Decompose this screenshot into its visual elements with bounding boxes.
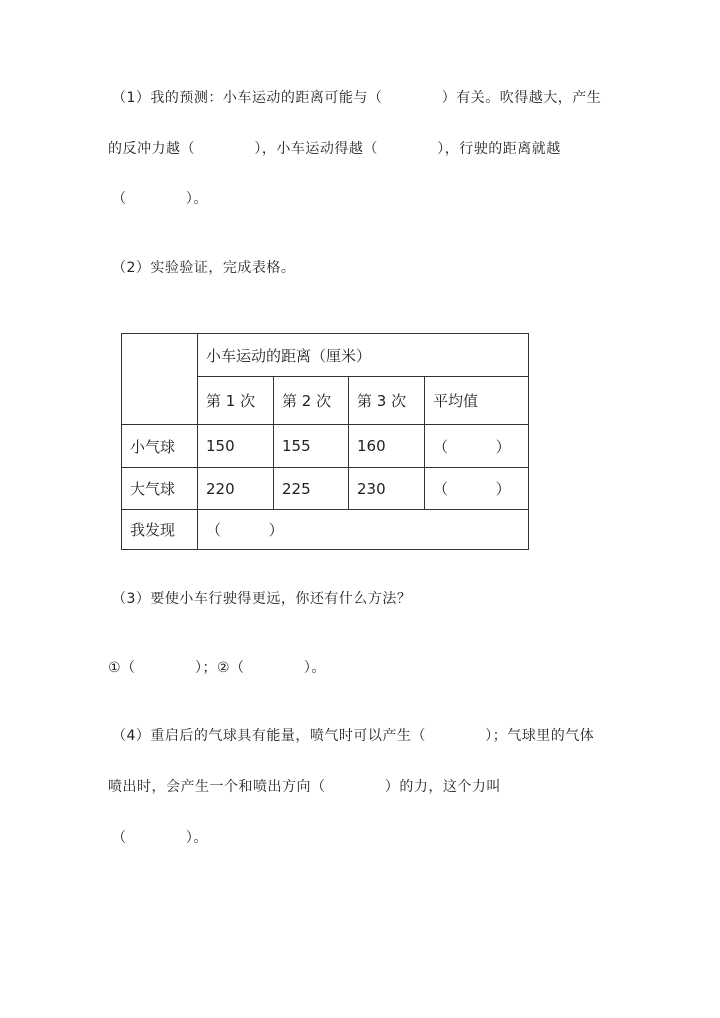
row-label: 小气球 xyxy=(122,425,198,468)
distance-table xyxy=(121,333,529,550)
table-corner-cell xyxy=(122,334,198,425)
q4-line-3: （ ）。 xyxy=(112,830,208,846)
table-cell: 230 xyxy=(349,468,425,510)
q1-line-1: （1）我的预测：小车运动的距离可能与（ ）有关。吹得越大，产生 xyxy=(112,90,602,106)
answer-blank[interactable]: （ ） xyxy=(198,510,529,550)
q1-line-2: 的反冲力越（ ），小车运动得越（ ），行驶的距离就越 xyxy=(108,141,561,157)
column-header: 第 1 次 xyxy=(198,377,274,425)
table-row xyxy=(122,425,529,468)
table-row xyxy=(122,468,529,510)
q3-prompt: （3）要使小车行驶得更远，你还有什么方法？ xyxy=(112,591,412,607)
table-header-row xyxy=(122,334,529,377)
table-header: 小车运动的距离（厘米） xyxy=(198,334,529,377)
column-header: 平均值 xyxy=(425,377,529,425)
column-header: 第 3 次 xyxy=(349,377,425,425)
column-header: 第 2 次 xyxy=(274,377,349,425)
row-label: 我发现 xyxy=(122,510,198,550)
q2-prompt: （2）实验验证，完成表格。 xyxy=(112,260,296,276)
row-label: 大气球 xyxy=(122,468,198,510)
q4-line-2: 喷出时，会产生一个和喷出方向（ ）的力，这个力叫 xyxy=(108,779,501,795)
table-cell: 220 xyxy=(198,468,274,510)
table-cell: 155 xyxy=(274,425,349,468)
table-row xyxy=(122,510,529,550)
answer-blank[interactable]: （ ） xyxy=(425,425,529,468)
q3-answer: ①（ ）；②（ ）。 xyxy=(108,660,326,676)
table-cell: 160 xyxy=(349,425,425,468)
answer-blank[interactable]: （ ） xyxy=(425,468,529,510)
q1-line-3: （ ）。 xyxy=(112,191,208,207)
table-cell: 150 xyxy=(198,425,274,468)
table-cell: 225 xyxy=(274,468,349,510)
q4-line-1: （4）重启后的气球具有能量，喷气时可以产生（ ）；气球里的气体 xyxy=(112,728,595,744)
